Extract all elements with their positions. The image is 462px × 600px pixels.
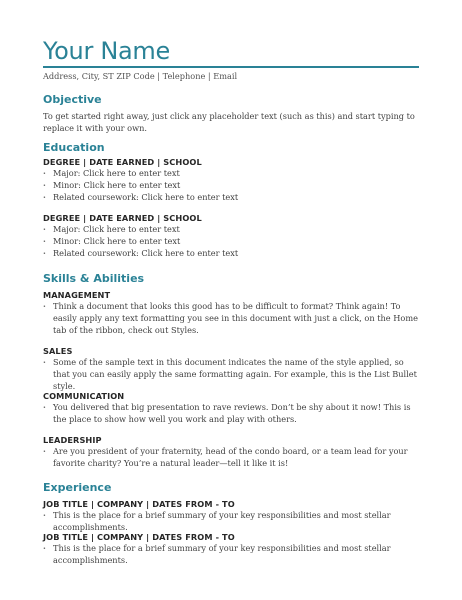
skill-title[interactable]: MANAGEMENT (43, 290, 111, 300)
experience-heading: Experience (43, 481, 112, 494)
education-entry (43, 156, 419, 203)
list-item[interactable]: · Related coursework: Click here to enter text (43, 192, 419, 204)
job-entry (43, 531, 419, 567)
title-divider (43, 66, 419, 68)
job-summary[interactable]: · This is the place for a brief summary of your key responsibilities and most stellar accomplishments. (43, 543, 419, 567)
skill-text[interactable]: · Are you president of your fraternity, head of the condo board, or a team lead for your favorite charity? You’re a natural leader—tell it like it is! (43, 446, 419, 470)
education-list (43, 168, 419, 203)
objective-heading: Objective (43, 93, 102, 106)
education-heading: Education (43, 141, 105, 154)
skill-title[interactable]: SALES (43, 346, 73, 356)
skill-group (43, 289, 419, 336)
skill-text[interactable]: · You delivered that big presentation to rave reviews. Don’t be shy about it now! This is the place to show how well you work and play with others. (43, 402, 419, 426)
job-entry (43, 498, 419, 534)
degree-title[interactable]: DEGREE | DATE EARNED | SCHOOL (43, 213, 202, 223)
objective-section (43, 93, 419, 135)
skill-group (43, 434, 419, 470)
page-title[interactable]: Your Name (43, 37, 170, 65)
skills-heading: Skills & Abilities (43, 272, 145, 285)
contact-line[interactable]: Address, City, ST ZIP Code | Telephone | Email (43, 71, 238, 81)
skill-text[interactable]: · Some of the sample text in this document indicates the name of the style applied, so that you can easily apply the same formatting again. For example, this is the List Bullet style. (43, 357, 419, 392)
experience-section (43, 481, 419, 495)
list-item[interactable]: · Minor: Click here to enter text (43, 236, 419, 248)
skill-group (43, 345, 419, 392)
skill-text[interactable]: · Think a document that looks this good has to be difficult to format? Think again! To easily apply any text formatting you see in this document with just a click, on the Home tab of the ribbon, check out Styles. (43, 301, 419, 336)
degree-title[interactable]: DEGREE | DATE EARNED | SCHOOL (43, 157, 202, 167)
education-list (43, 224, 419, 259)
skill-title[interactable]: LEADERSHIP (43, 435, 102, 445)
skill-group (43, 390, 419, 426)
education-section (43, 141, 419, 155)
list-item[interactable]: · Minor: Click here to enter text (43, 180, 419, 192)
objective-text[interactable]: To get started right away, just click any placeholder text (such as this) and start typing to replace it with your own. (43, 111, 415, 133)
list-item[interactable]: · Related coursework: Click here to enter text (43, 248, 419, 260)
education-entry (43, 212, 419, 259)
skills-section (43, 272, 419, 286)
list-item[interactable]: · Major: Click here to enter text (43, 168, 419, 180)
job-title[interactable]: JOB TITLE | COMPANY | DATES FROM - TO (43, 532, 235, 542)
job-summary[interactable]: · This is the place for a brief summary of your key responsibilities and most stellar accomplishments. (43, 510, 419, 534)
job-title[interactable]: JOB TITLE | COMPANY | DATES FROM - TO (43, 499, 235, 509)
list-item[interactable]: · Major: Click here to enter text (43, 224, 419, 236)
skill-title[interactable]: COMMUNICATION (43, 391, 125, 401)
